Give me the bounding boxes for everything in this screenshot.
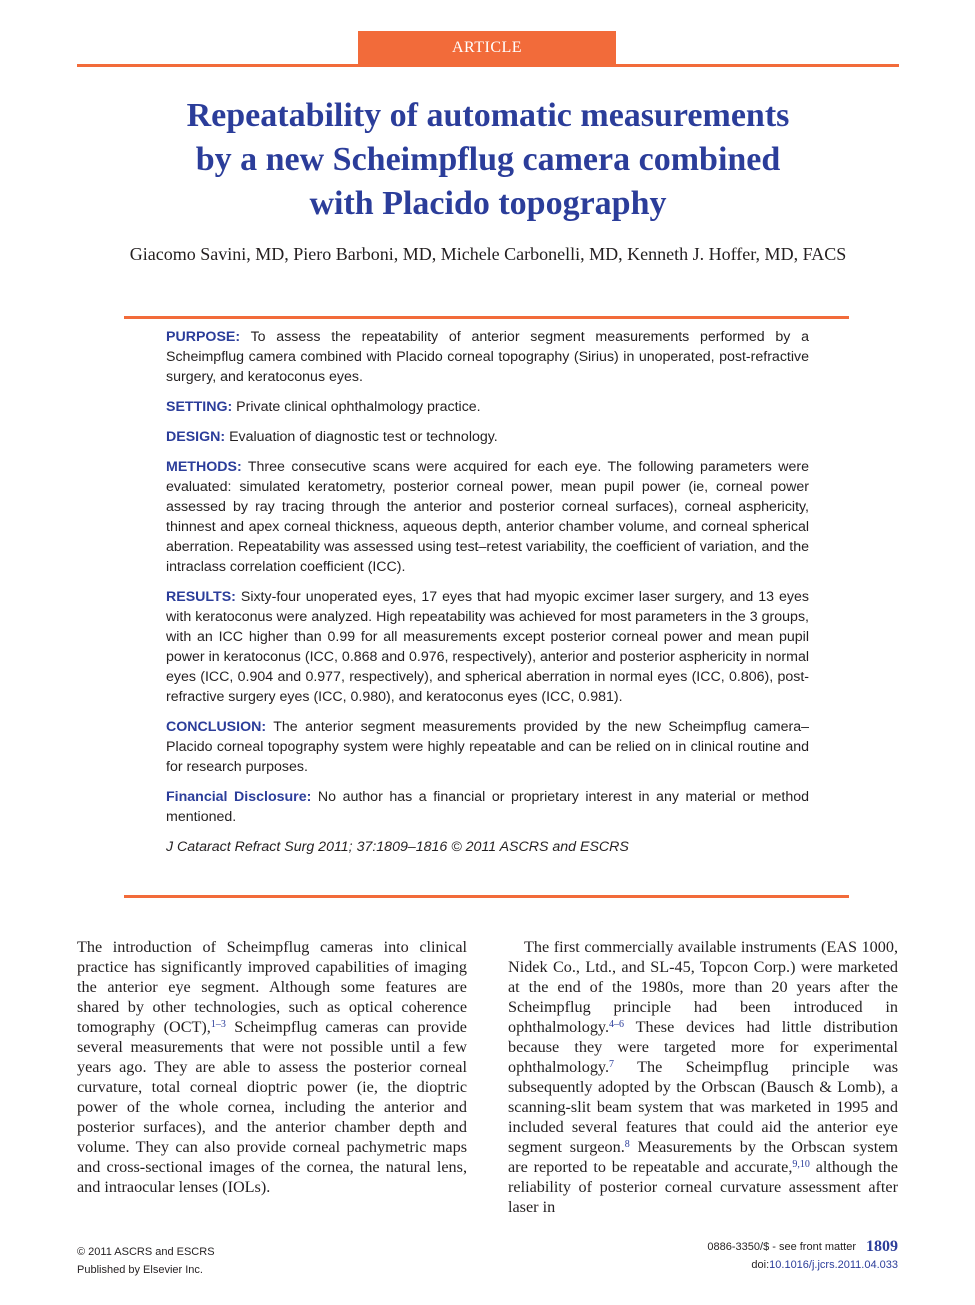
footer-right bbox=[707, 1238, 898, 1274]
abstract-label: SETTING: bbox=[166, 399, 233, 415]
abstract-label: CONCLUSION: bbox=[166, 719, 267, 735]
body-text: Scheimpflug cameras can provide several measurements that were not possible until a few years ago. They are able to assess the posterior corneal curvature, total corneal dioptric power (ie, the dioptric power of the whole cornea, including the anterior and posterior surfaces), and the anterior chamber depth and volume. They can also provide corneal pachymetric maps and cross-sectional images of the cornea, the natural lens, and intraocular lenses (IOLs). bbox=[77, 1018, 467, 1196]
abstract-setting bbox=[166, 397, 809, 417]
abstract-text: The anterior segment measurements provided by the new Scheimpflug camera–Placido corneal topography system were highly repeatable and can be relied on in clinical routine and for research purposes. bbox=[166, 719, 809, 775]
abstract-results bbox=[166, 587, 809, 707]
page-number: 1809 bbox=[866, 1238, 898, 1256]
abstract-text: To assess the repeatability of anterior segment measurements performed by a Scheimpflug camera combined with Placido corneal topography (Sirius) in unoperated, post-refractive surgery, and keratoconus eyes. bbox=[166, 329, 809, 385]
title-line: Repeatability of automatic measurements bbox=[186, 97, 790, 134]
body-text: These devices had little distribution because they were targeted more for experimental ophthalmology. bbox=[508, 1018, 898, 1076]
body-column-left bbox=[77, 937, 467, 1197]
abstract bbox=[166, 327, 809, 867]
abstract-label: Financial Disclosure: bbox=[166, 789, 312, 805]
header-divider bbox=[77, 64, 899, 67]
reference-link[interactable]: 4–6 bbox=[609, 1019, 625, 1030]
abstract-label: METHODS: bbox=[166, 459, 242, 475]
author-list: Giacomo Savini, MD, Piero Barboni, MD, Michele Carbonelli, MD, Kenneth J. Hoffer, MD, FACS bbox=[129, 244, 847, 264]
reference-link[interactable]: 7 bbox=[609, 1059, 615, 1070]
abstract-disclosure bbox=[166, 787, 809, 827]
body-column-right bbox=[508, 937, 898, 1217]
body-text: The introduction of Scheimpflug cameras into clinical practice has significantly improved capabilities of imaging the anterior eye segment. Although some features are shared by other technologies, such as optical coherence tomography (OCT), bbox=[77, 938, 467, 1036]
abstract-text: Evaluation of diagnostic test or technology. bbox=[225, 429, 498, 445]
abstract-methods bbox=[166, 457, 809, 577]
abstract-label: DESIGN: bbox=[166, 429, 226, 445]
title-line: with Placido topography bbox=[309, 185, 667, 222]
abstract-top-divider bbox=[124, 316, 849, 319]
abstract-purpose bbox=[166, 327, 809, 387]
abstract-label: RESULTS: bbox=[166, 589, 236, 605]
issn-notice: 0886-3350/$ - see front matter bbox=[707, 1241, 856, 1254]
body-paragraph bbox=[77, 937, 467, 1197]
reference-link[interactable]: 9,10 bbox=[792, 1159, 810, 1170]
abstract-design bbox=[166, 427, 809, 447]
body-paragraph bbox=[508, 937, 898, 1217]
footer-left bbox=[77, 1243, 215, 1279]
body-text: Measurements by the Orbscan system are reported to be repeatable and accurate, bbox=[508, 1138, 898, 1176]
abstract-text: Private clinical ophthalmology practice. bbox=[232, 399, 481, 415]
body-text: although the reliability of posterior corneal curvature assessment after laser in bbox=[508, 1158, 898, 1216]
doi-link[interactable]: 10.1016/j.jcrs.2011.04.033 bbox=[769, 1259, 898, 1272]
section-label: ARTICLE bbox=[358, 31, 616, 65]
abstract-text: No author has a financial or proprietary interest in any material or method mentioned. bbox=[166, 789, 809, 825]
abstract-conclusion bbox=[166, 717, 809, 777]
journal-citation: J Cataract Refract Surg 2011; 37:1809–1816 © 2011 ASCRS and ESCRS bbox=[166, 839, 629, 855]
body-text: The first commercially available instruments (EAS 1000, Nidek Co., Ltd., and SL-45, Topcon Corp.) were marketed at the end of the 1980s, more than 20 years after the Scheimpflug principle had been introduced in ophthalmology. bbox=[508, 938, 898, 1036]
publisher-notice: Published by Elsevier Inc. bbox=[77, 1264, 203, 1276]
body-text: The Scheimpflug principle was subsequently adopted by the Orbscan (Bausch & Lomb), a scanning-slit beam system that was marketed in 1995 and included several features that could aid the anterior eye segment surgeon. bbox=[508, 1058, 898, 1156]
abstract-bottom-divider bbox=[124, 895, 849, 898]
reference-link[interactable]: 8 bbox=[624, 1139, 630, 1150]
doi-prefix: doi: bbox=[751, 1259, 770, 1272]
copyright-notice: © 2011 ASCRS and ESCRS bbox=[77, 1246, 215, 1258]
abstract-text: Three consecutive scans were acquired for each eye. The following parameters were evaluated: simulated keratometry, posterior corneal power, mean pupil power (ie, corneal power assessed by ray tracing through the anterior and posterior corneal surfaces), corneal asphericity, thinnest and apex corneal thickness, aqueous depth, anterior chamber volume, and corneal spherical aberration. Repeatability was assessed using test–retest variability, the coefficient of variation, and the intraclass correlation coefficient (ICC). bbox=[166, 459, 809, 575]
reference-link[interactable]: 1–3 bbox=[210, 1019, 226, 1030]
doi-line bbox=[707, 1256, 898, 1274]
title-line: by a new Scheimpflug camera combined bbox=[195, 141, 781, 178]
abstract-label: PURPOSE: bbox=[166, 329, 241, 345]
abstract-text: Sixty-four unoperated eyes, 17 eyes that had myopic excimer laser surgery, and 13 eyes with keratoconus were analyzed. High repeatability was achieved for most parameters in the 3 groups, with an ICC higher than 0.99 for all measurements except posterior corneal power and mean pupil power in keratoconus (ICC, 0.868 and 0.976, respectively), anterior and posterior asphericity in normal eyes (ICC, 0.904 and 0.977, respectively), and spherical aberration in normal eyes (ICC, 0.806), post-refractive surgery eyes (ICC, 0.980), and keratoconus eyes (ICC, 0.981). bbox=[166, 589, 809, 705]
article-title bbox=[77, 94, 899, 226]
